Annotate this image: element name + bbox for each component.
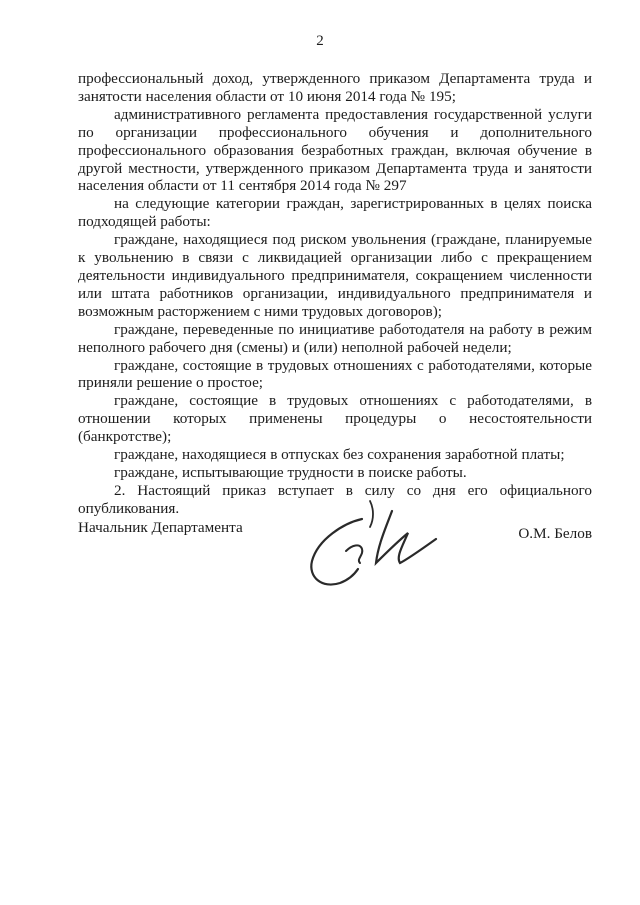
document-body — [78, 70, 592, 518]
paragraph-income-reference: профессиональный доход, утвержденного приказом Департамента труда и занятости населения области от 10 июня 2014 года № 195; — [78, 70, 592, 105]
paragraph-effective-date: 2. Настоящий приказ вступает в силу со дня его официального опубликования. — [78, 481, 592, 517]
paragraph-category-idle: граждане, состоящие в трудовых отношениях с работодателями, которые приняли решение о простое; — [78, 356, 592, 392]
paragraph-category-part-time: граждане, переведенные по инициативе работодателя на работу в режим неполного рабочего дня (смены) и (или) неполной рабочей недели; — [78, 320, 592, 356]
signatory-title: Начальник Департамента — [78, 519, 243, 536]
signature-block — [78, 517, 592, 607]
paragraph-categories-intro: на следующие категории граждан, зарегистрированных в целях поиска подходящей работы: — [78, 195, 592, 231]
paragraph-category-job-search: граждане, испытывающие трудности в поиске работы. — [114, 463, 467, 481]
paragraph-category-dismissal-risk: граждане, находящиеся под риском увольнения (граждане, планируемые к увольнению в связи с ликвидацией организации либо с прекращением деятельности индивидуального предпринимателя, сокращением численности или штата работников организации, индивидуального предпринимателя и возможным расторжением с ними трудовых договоров); — [78, 231, 592, 320]
paragraph-category-bankruptcy: граждане, состоящие в трудовых отношениях с работодателями, в отношении которых применены процедуры о несостоятельности (банкротстве); — [78, 392, 592, 446]
paragraph-category-unpaid-leave: граждане, находящиеся в отпусках без сохранения заработной платы; — [114, 446, 565, 464]
handwritten-signature — [304, 497, 444, 607]
signatory-name: О.М. Белов — [518, 525, 592, 542]
page-number: 2 — [316, 33, 324, 49]
paragraph-admin-regulation: административного регламента предоставления государственной услуги по организации профессионального обучения и дополнительного профессионального образования безработных граждан, включая обучение в другой местности, утвержденного приказом Департамента труда и занятости населения области от 11 сентября 2014 года № 297 — [78, 105, 592, 195]
